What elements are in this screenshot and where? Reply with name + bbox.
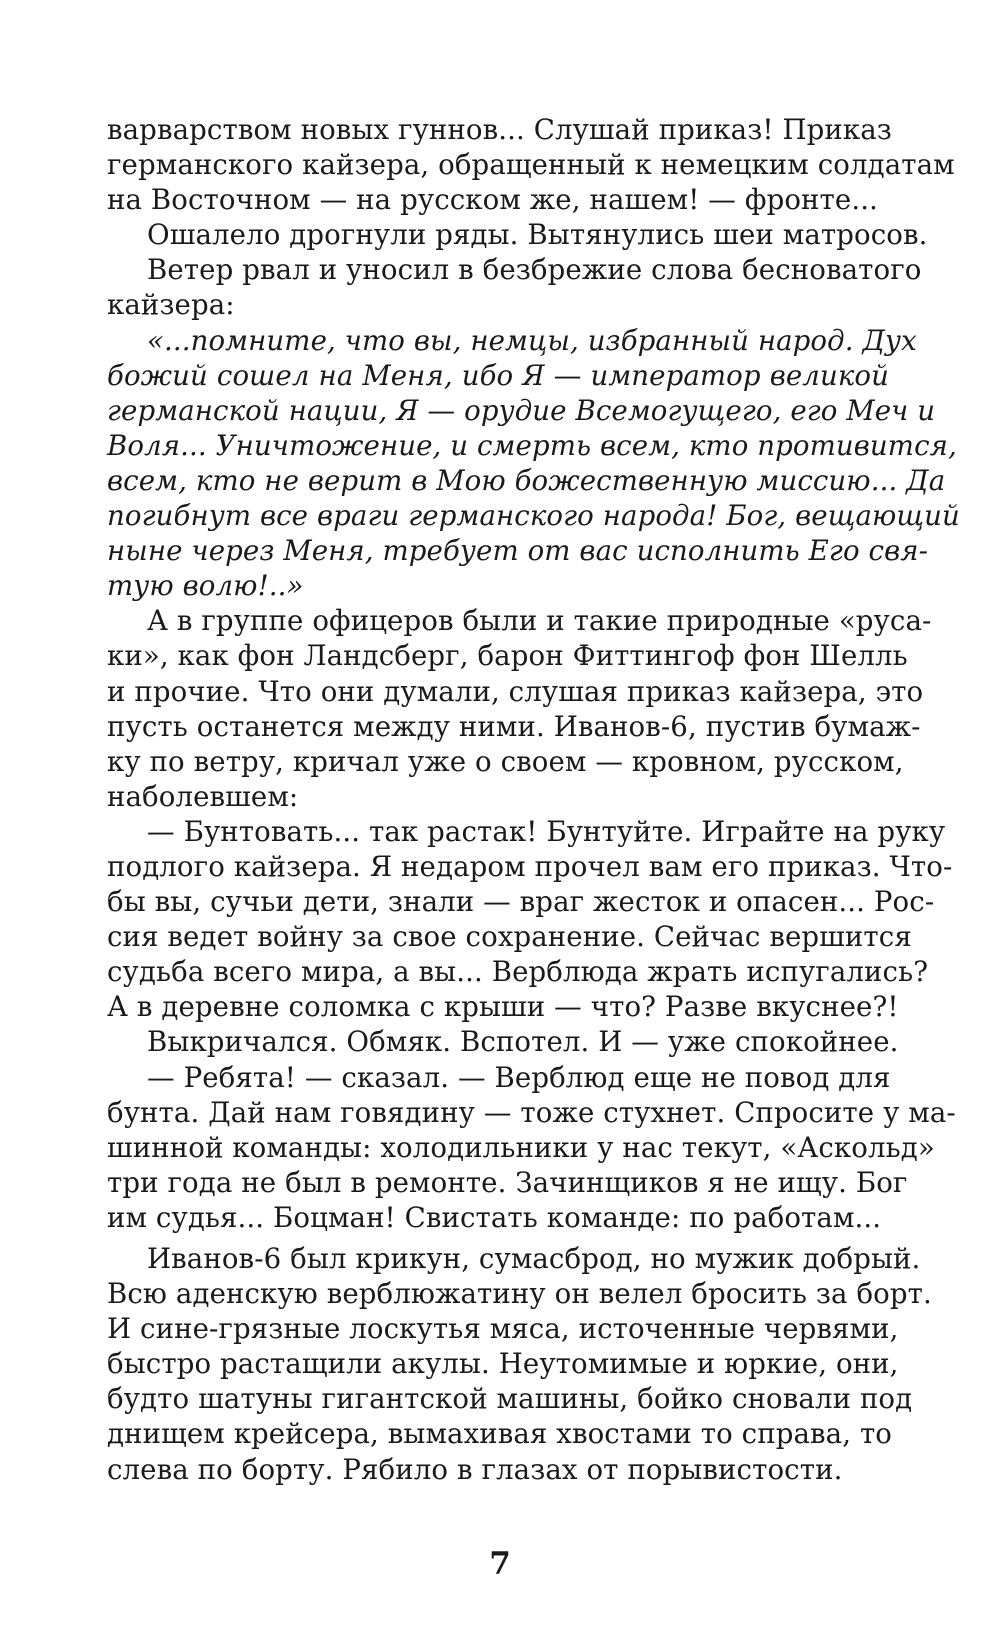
body-text xyxy=(107,112,960,1487)
text-line: тую волю!..» xyxy=(107,569,304,603)
text-line: слева по борту. Рябило в глазах от порывистости. xyxy=(107,1452,843,1486)
text-line: А в деревне соломка с крыши — что? Разве вкуснее?! xyxy=(107,990,899,1024)
text-line: кайзера: xyxy=(107,288,235,322)
text-line: Воля... Уничтожение, и смерть всем, кто противится, xyxy=(107,428,957,462)
text-line: ныне через Меня, требует от вас исполнить Его свя- xyxy=(107,534,929,568)
text-line: варварством новых гуннов... Слушай приказ! Приказ xyxy=(107,113,892,146)
text-line: И сине-грязные лоскутья мяса, источенные червями, xyxy=(107,1312,899,1346)
text-line: А в группе офицеров были и такие природные «руса- xyxy=(147,604,932,638)
text-line: ку по ветру, кричал уже о своем — кровном, русском, xyxy=(107,744,904,778)
paragraph xyxy=(107,1024,899,1059)
text-line: судьба всего мира, а вы... Верблюда жрать испугались? xyxy=(107,955,929,989)
text-line: Ошалело дрогнули ряды. Вытянулись шеи матросов. xyxy=(147,218,928,252)
text-line: и прочие. Что они думали, слушая приказ кайзера, это xyxy=(107,674,924,708)
paragraph xyxy=(107,814,953,1025)
text-line: днищем крейсера, вымахивая хвостами то справа, то xyxy=(107,1417,893,1451)
text-line: будто шатуны гигантской машины, бойко сновали под xyxy=(107,1382,913,1416)
text-line: Всю аденскую верблюжатину он велел бросить за борт. xyxy=(107,1277,932,1311)
text-line: подлого кайзера. Я недаром прочел вам его приказ. Что- xyxy=(107,849,953,883)
text-line: всем, кто не верит в Мою божественную миссию... Да xyxy=(107,463,946,497)
text-line: на Восточном — на русском же, нашем! — фронте... xyxy=(107,183,878,217)
paragraph xyxy=(107,323,960,604)
text-line: наболевшем: xyxy=(107,779,299,813)
text-line: сия ведет войну за свое сохранение. Сейчас вершится xyxy=(107,920,912,954)
paragraph xyxy=(107,1241,932,1487)
text-line: ки», как фон Ландсберг, барон Фиттингоф фон Шелль xyxy=(107,639,908,673)
paragraph xyxy=(107,112,955,217)
text-line: божий сошел на Меня, ибо Я — император великой xyxy=(107,358,889,392)
paragraph xyxy=(107,252,922,322)
text-line: быстро растащили акулы. Неутомимые и юркие, они, xyxy=(107,1347,899,1381)
text-line: бунта. Дай нам говядину — тоже стухнет. Спросите у ма- xyxy=(107,1095,956,1129)
text-line: германского кайзера, обращенный к немецким солдатам xyxy=(107,148,955,182)
text-line: германской нации, Я — орудие Всемогущего, его Меч и xyxy=(107,393,936,427)
text-line: Ветер рвал и уносил в безбрежие слова бесноватого xyxy=(147,253,922,287)
text-line: шинной команды: холодильники у нас текут, «Аскольд» xyxy=(107,1130,935,1164)
paragraph xyxy=(107,1060,956,1235)
text-line: — Бунтовать... так растак! Бунтуйте. Играйте на руку xyxy=(147,814,946,848)
text-line: три года не был в ремонте. Зачинщиков я не ищу. Бог xyxy=(107,1165,908,1199)
paragraph xyxy=(107,217,928,252)
paragraph xyxy=(107,603,932,814)
text-line: — Ребята! — сказал. — Верблюд еще не повод для xyxy=(147,1060,891,1094)
text-line: им судья... Боцман! Свистать команде: по работам... xyxy=(107,1200,882,1234)
text-line: бы вы, сучьи дети, знали — враг жесток и опасен... Рос- xyxy=(107,885,935,919)
text-line: Иванов-6 был крикун, сумасброд, но мужик добрый. xyxy=(147,1242,921,1275)
text-line: Выкричался. Обмяк. Вспотел. И — уже спокойнее. xyxy=(147,1025,899,1059)
text-line: пусть останется между ними. Иванов-6, пустив бумаж- xyxy=(107,709,921,743)
page-number: 7 xyxy=(489,1546,511,1582)
text-line: «...помните, что вы, немцы, избранный народ. Дух xyxy=(147,323,917,357)
text-line: погибнут все враги германского народа! Бог, вещающий xyxy=(107,499,960,533)
